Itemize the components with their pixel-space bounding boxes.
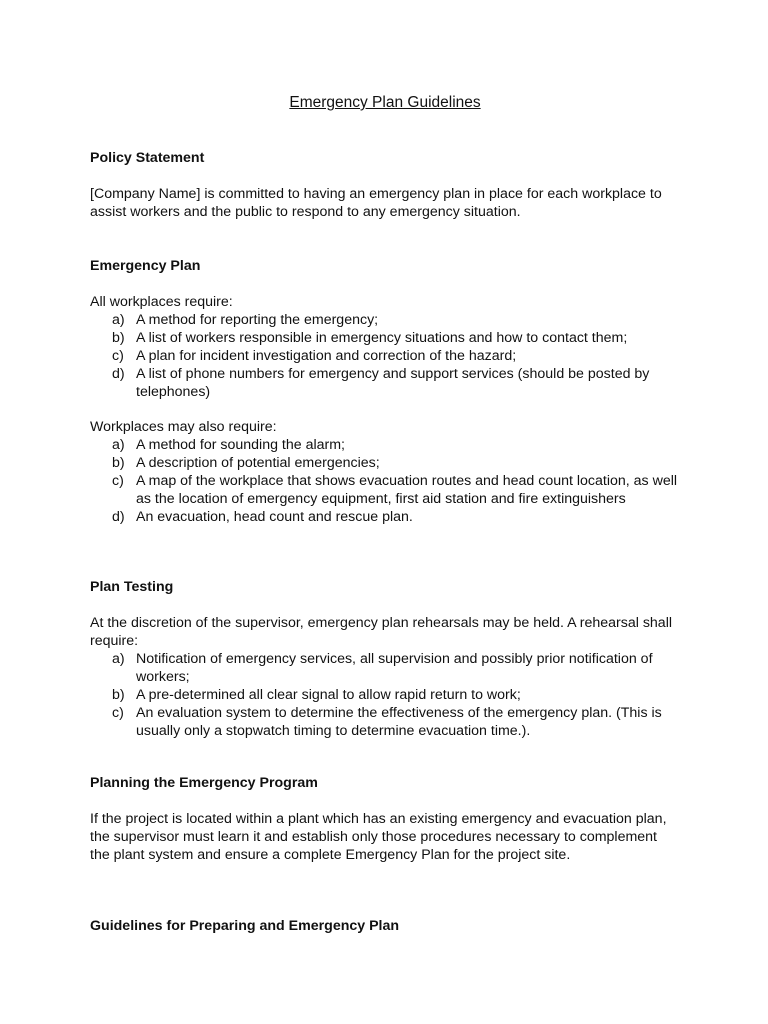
list-item [112,329,680,347]
list-marker: a) [112,437,125,453]
list-marker: c) [112,348,124,364]
required-items-list [112,311,680,401]
list-item-text: A map of the workplace that shows evacuation routes and head count location, as well as the location of emergency equipment, first aid station and fire extinguishers [136,473,678,507]
list-item-text: A method for sounding the alarm; [136,437,345,453]
list-marker: c) [112,473,124,489]
policy-statement-heading: Policy Statement [90,150,205,166]
list-item [112,454,680,472]
list-item-text: A list of phone numbers for emergency and support services (should be posted by telephones) [136,366,650,400]
list-item-text: A pre-determined all clear signal to allow rapid return to work; [136,687,521,703]
plan-testing-heading: Plan Testing [90,579,174,595]
list-item-text: An evacuation, head count and rescue plan. [136,509,413,525]
optional-items-list [112,436,680,526]
document-page [90,0,680,1024]
list-marker: c) [112,705,124,721]
guidelines-heading: Guidelines for Preparing and Emergency Plan [90,918,400,934]
rehearsal-requirements-list [112,650,680,740]
list-item-text: Notification of emergency services, all supervision and possibly prior notification of workers; [136,651,653,685]
list-marker: b) [112,330,125,346]
document-title: Emergency Plan Guidelines [289,94,481,111]
emergency-plan-heading: Emergency Plan [90,258,201,274]
list-item [112,508,680,526]
list-item [112,686,680,704]
emergency-plan-intro-required: All workplaces require: [90,294,233,310]
list-marker: a) [112,312,125,328]
emergency-plan-intro-optional: Workplaces may also require: [90,419,277,435]
list-item [112,472,680,508]
list-marker: b) [112,455,125,471]
list-item-text: An evaluation system to determine the effectiveness of the emergency plan. (This is usually only a stopwatch timing to determine evacuation time.). [136,705,662,739]
list-item-text: A description of potential emergencies; [136,455,380,471]
list-item [112,311,680,329]
list-item [112,650,680,686]
list-item-text: A plan for incident investigation and correction of the hazard; [136,348,517,364]
list-marker: d) [112,366,125,382]
policy-statement-body: [Company Name] is committed to having an emergency plan in place for each workplace to assist workers and the public to respond to any emergency situation. [90,186,662,220]
list-item [112,347,680,365]
list-item [112,365,680,401]
list-item [112,436,680,454]
list-marker: a) [112,651,125,667]
planning-program-body: If the project is located within a plant which has an existing emergency and evacuation plan, the supervisor must learn it and establish only those procedures necessary to complement the plant system and ensure a complete Emergency Plan for the project site. [90,811,667,863]
plan-testing-intro: At the discretion of the supervisor, emergency plan rehearsals may be held. A rehearsal shall require: [90,615,673,649]
list-marker: d) [112,509,125,525]
list-item-text: A method for reporting the emergency; [136,312,379,328]
list-item [112,704,680,740]
list-item-text: A list of workers responsible in emergency situations and how to contact them; [136,330,628,346]
list-marker: b) [112,687,125,703]
planning-program-heading: Planning the Emergency Program [90,775,318,791]
